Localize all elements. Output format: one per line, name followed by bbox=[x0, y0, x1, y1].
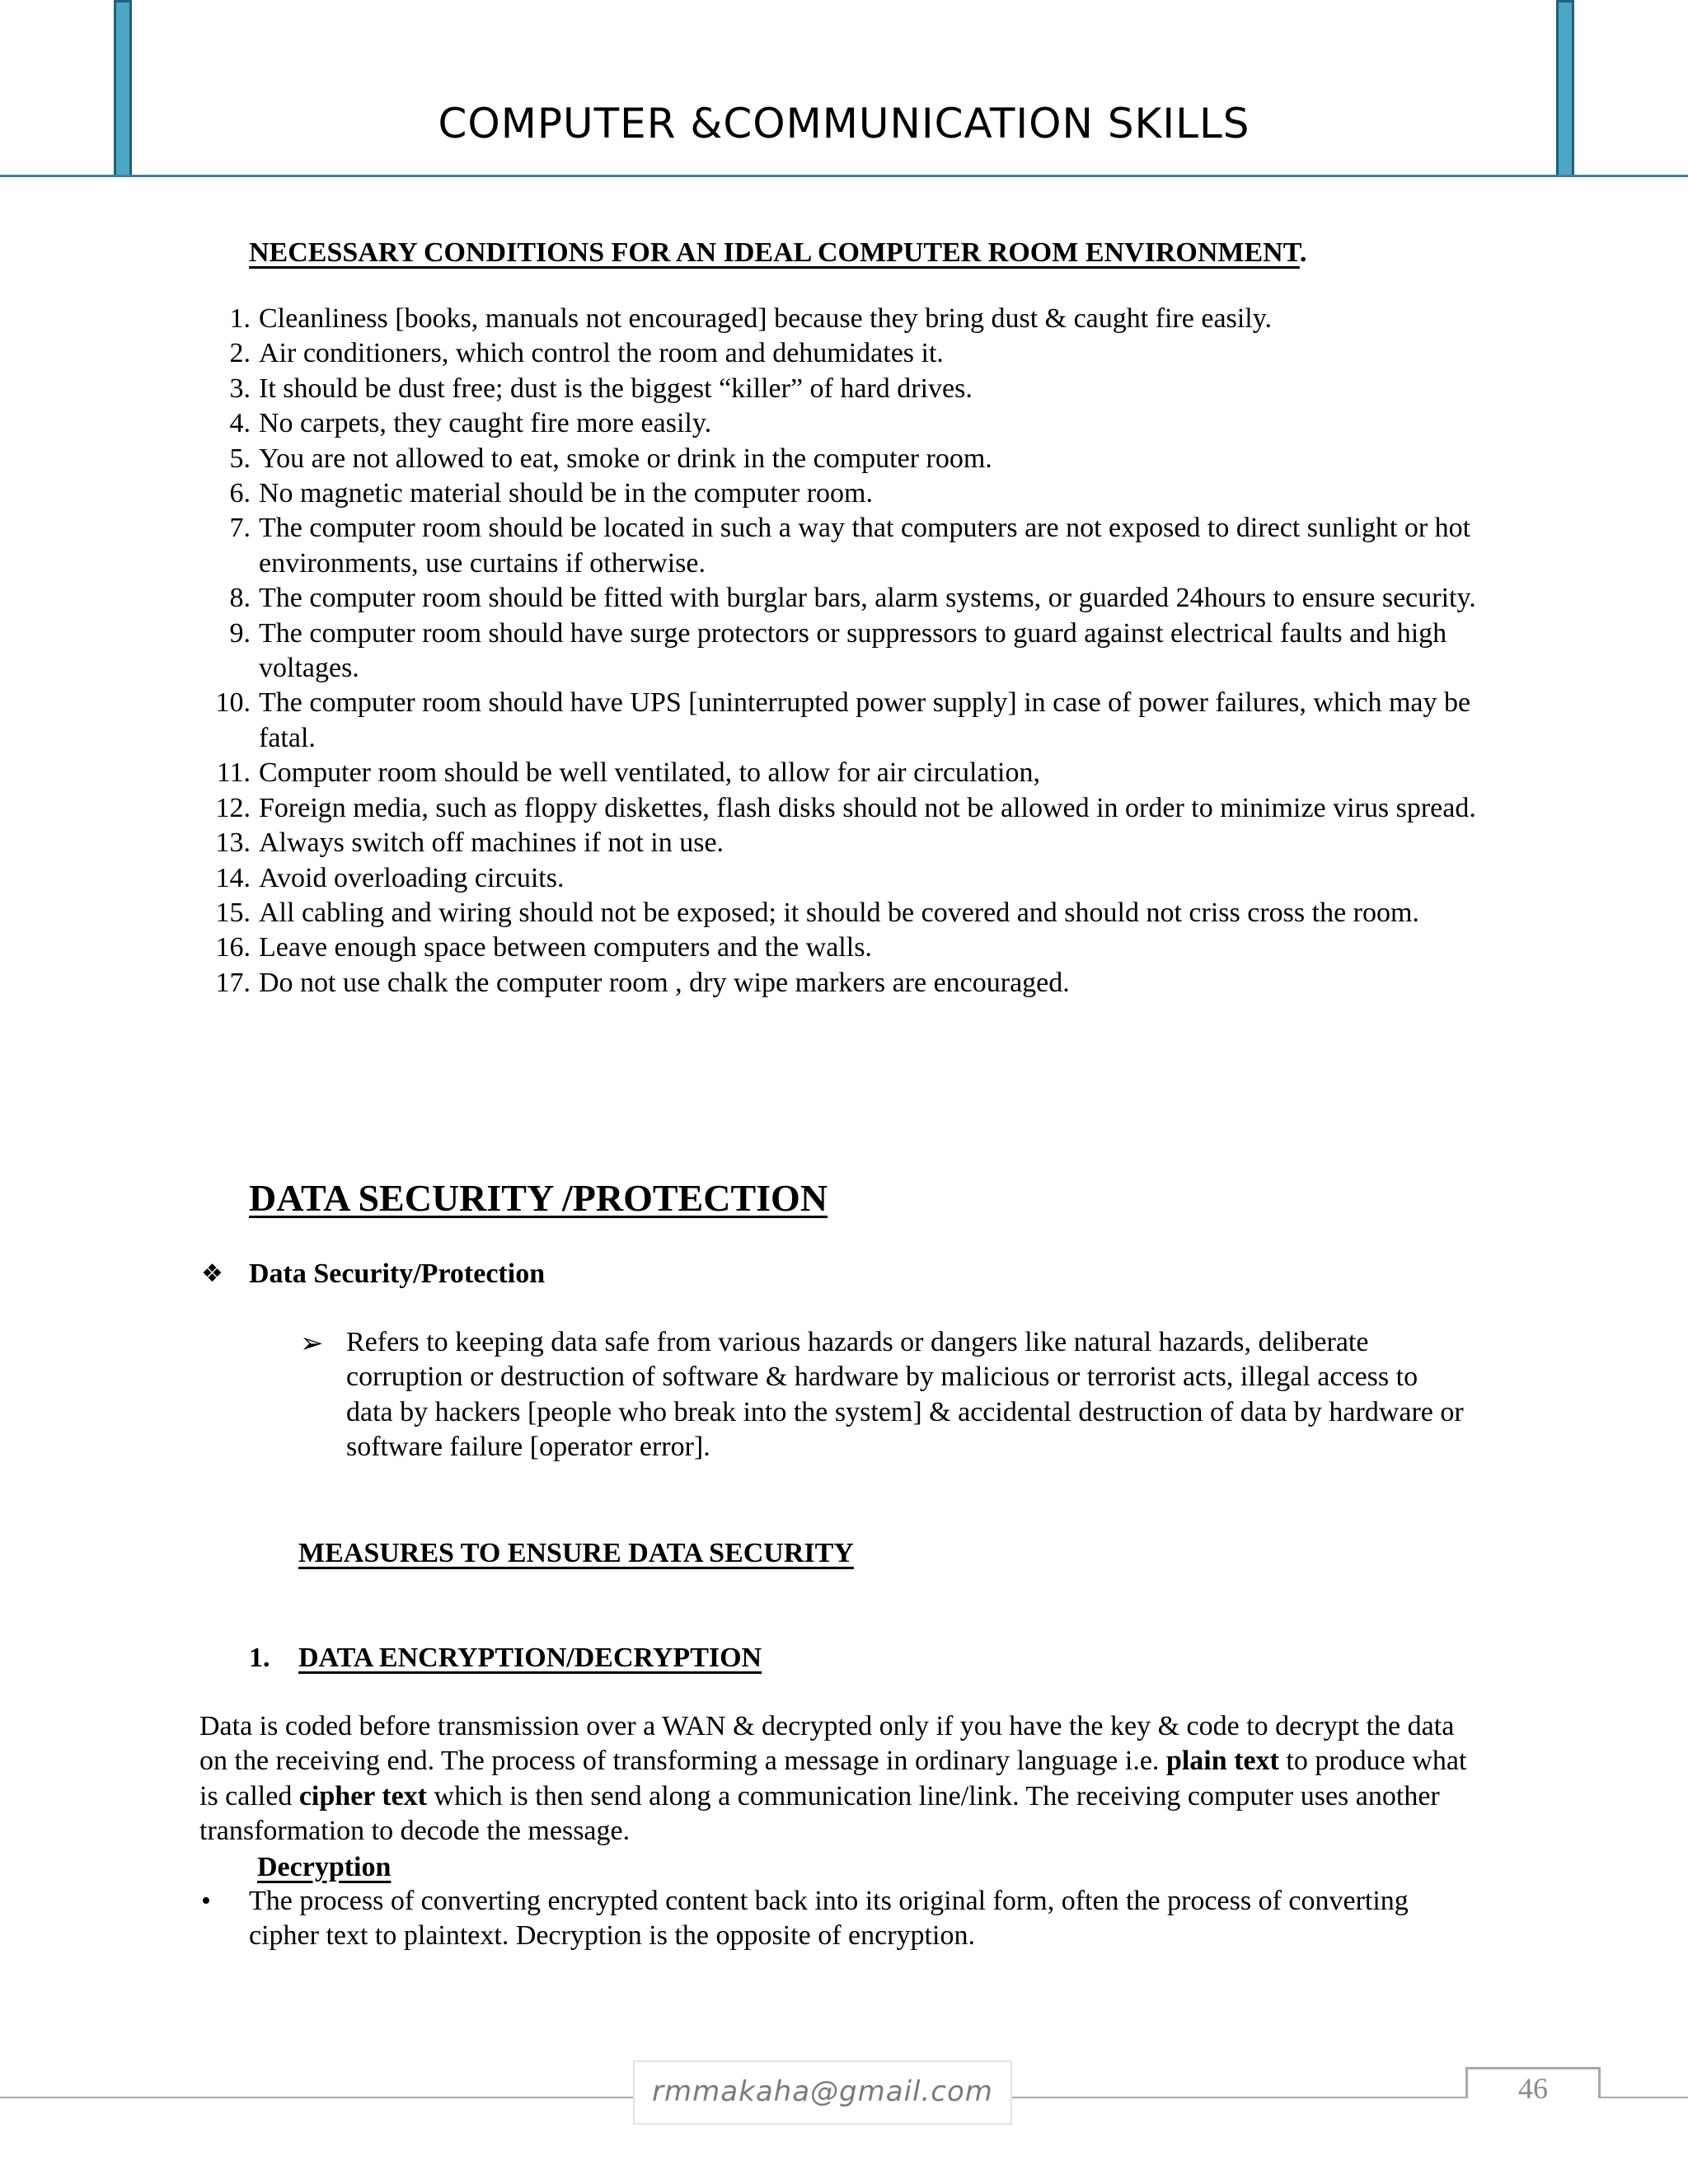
list-item bbox=[204, 791, 1490, 826]
measure-heading-encryption: DATA ENCRYPTION/DECRYPTION bbox=[298, 1643, 762, 1673]
list-item-number: 8. bbox=[229, 583, 251, 614]
list-item bbox=[204, 581, 1490, 616]
encryption-text-2: to produce what is called bbox=[199, 1746, 1467, 1811]
footer-rule-left bbox=[0, 2097, 635, 2098]
list-item-number: 2. bbox=[229, 338, 251, 369]
list-item bbox=[204, 930, 1490, 965]
section-heading-period: . bbox=[1299, 237, 1307, 268]
list-item-number: 11. bbox=[216, 757, 251, 789]
list-item bbox=[204, 302, 1490, 336]
section-heading-computer-room bbox=[249, 235, 1306, 271]
measure-number: 1. bbox=[249, 1643, 270, 1673]
list-item-number: 15. bbox=[215, 897, 251, 928]
list-item-number: 5. bbox=[229, 443, 251, 474]
list-item bbox=[204, 896, 1490, 930]
diamond-bullet-icon: ❖ bbox=[201, 1259, 223, 1288]
list-item-number: 10. bbox=[215, 687, 251, 719]
list-item-text: Leave enough space between computers and the walls. bbox=[259, 932, 872, 963]
data-security-definition: Refers to keeping data safe from various hazards or dangers like natural hazards, deliberate corruption or destruction of software & hardware by malicious or terrorist acts, illegal access to data by hackers [people who break into the system] & accidental destruction of data by hardware or software failure [operator error]. bbox=[346, 1327, 1464, 1463]
list-item-number: 4. bbox=[229, 408, 251, 439]
section-heading-data-security: DATA SECURITY /PROTECTION bbox=[249, 1177, 828, 1219]
list-item-text: Computer room should be well ventilated, to allow for air circulation, bbox=[259, 757, 1040, 789]
page-header-title: COMPUTER &COMMUNICATION SKILLS bbox=[438, 100, 1250, 148]
list-item-text: No carpets, they caught fire more easily. bbox=[259, 408, 712, 439]
encryption-paragraph bbox=[199, 1709, 1485, 1849]
header-decor-bar-left bbox=[114, 0, 132, 177]
list-item-text: The computer room should be fitted with burglar bars, alarm systems, or guarded 24hours to ensure security. bbox=[259, 583, 1476, 614]
list-item-text: Always switch off machines if not in use. bbox=[259, 827, 724, 859]
list-item bbox=[204, 826, 1490, 860]
list-item-text: Air conditioners, which control the room and dehumidates it. bbox=[259, 338, 944, 369]
list-item-text: You are not allowed to eat, smoke or drink in the computer room. bbox=[259, 443, 992, 474]
list-item bbox=[204, 511, 1490, 581]
decryption-heading: Decryption bbox=[257, 1852, 392, 1882]
bullet-dot-icon: • bbox=[201, 1886, 211, 1916]
list-item-text: The computer room should be located in such a way that computers are not exposed to direct sunlight or hot environments, use curtains if otherwise. bbox=[259, 513, 1471, 579]
page-number: 46 bbox=[1518, 2072, 1548, 2105]
list-item-text: Cleanliness [books, manuals not encouraged] because they bring dust & caught fire easily. bbox=[259, 303, 1272, 334]
list-item-text: The computer room should have UPS [uninterrupted power supply] in case of power failures, which may be fatal. bbox=[259, 687, 1471, 753]
list-item-text: Foreign media, such as floppy diskettes, flash disks should not be allowed in order to minimize virus spread. bbox=[259, 792, 1476, 823]
list-item bbox=[204, 966, 1490, 1001]
encryption-text-1: Data is coded before transmission over a WAN & decrypted only if you have the key & code to decrypt the data on the receiving end. The process of transforming a message in ordinary language i.e. bbox=[199, 1711, 1455, 1777]
list-item bbox=[204, 336, 1490, 371]
term-plain-text: plain text bbox=[1165, 1746, 1279, 1777]
arrow-bullet-icon: ➢ bbox=[300, 1327, 324, 1360]
list-item bbox=[204, 372, 1490, 406]
list-item bbox=[204, 406, 1490, 441]
header-rule bbox=[0, 175, 1688, 177]
list-item-number: 13. bbox=[215, 827, 251, 859]
list-item bbox=[204, 476, 1490, 511]
list-item-text: It should be dust free; dust is the biggest “killer” of hard drives. bbox=[259, 373, 973, 404]
list-item-number: 14. bbox=[215, 862, 251, 893]
list-item bbox=[204, 616, 1490, 687]
footer-email: rmmakaha@gmail.com bbox=[633, 2060, 1012, 2125]
footer-rule-right bbox=[1012, 2097, 1465, 2098]
list-item bbox=[204, 756, 1490, 790]
list-item-number: 3. bbox=[229, 373, 251, 404]
list-item-text: Avoid overloading circuits. bbox=[259, 862, 565, 893]
list-item bbox=[204, 861, 1490, 896]
list-item-number: 9. bbox=[229, 617, 251, 649]
list-item-text: No magnetic material should be in the computer room. bbox=[259, 478, 873, 509]
conditions-list bbox=[204, 302, 1490, 1001]
list-item bbox=[204, 686, 1490, 756]
list-item-text: The computer room should have surge protectors or suppressors to guard against electrical faults and high voltages. bbox=[259, 617, 1447, 684]
term-cipher-text: cipher text bbox=[298, 1780, 428, 1811]
list-item-number: 17. bbox=[215, 967, 251, 998]
list-item-text: All cabling and wiring should not be exposed; it should be covered and should not criss cross the room. bbox=[259, 897, 1419, 928]
section-heading-measures: MEASURES TO ENSURE DATA SECURITY bbox=[298, 1538, 854, 1568]
list-item-number: 16. bbox=[215, 932, 251, 963]
list-item-number: 12. bbox=[215, 792, 251, 823]
list-item-number: 7. bbox=[229, 513, 251, 544]
list-item-text: Do not use chalk the computer room , dry wipe markers are encouraged. bbox=[259, 967, 1070, 998]
subheading-data-security: Data Security/Protection bbox=[249, 1258, 546, 1289]
footer-rule-end bbox=[1601, 2097, 1688, 2098]
list-item-number: 6. bbox=[229, 478, 251, 509]
header-decor-bar-right bbox=[1556, 0, 1574, 177]
encryption-text-3: which is then send along a communication line/link. The receiving computer uses another transformation to decode the message. bbox=[199, 1780, 1440, 1847]
list-item bbox=[204, 442, 1490, 476]
section-heading-text: NECESSARY CONDITIONS FOR AN IDEAL COMPUTER ROOM ENVIRONMENT bbox=[249, 237, 1300, 268]
decryption-definition: The process of converting encrypted content back into its original form, often the process of converting cipher text to plaintext. Decryption is the opposite of encryption. bbox=[249, 1886, 1409, 1952]
list-item-number: 1. bbox=[229, 303, 251, 334]
